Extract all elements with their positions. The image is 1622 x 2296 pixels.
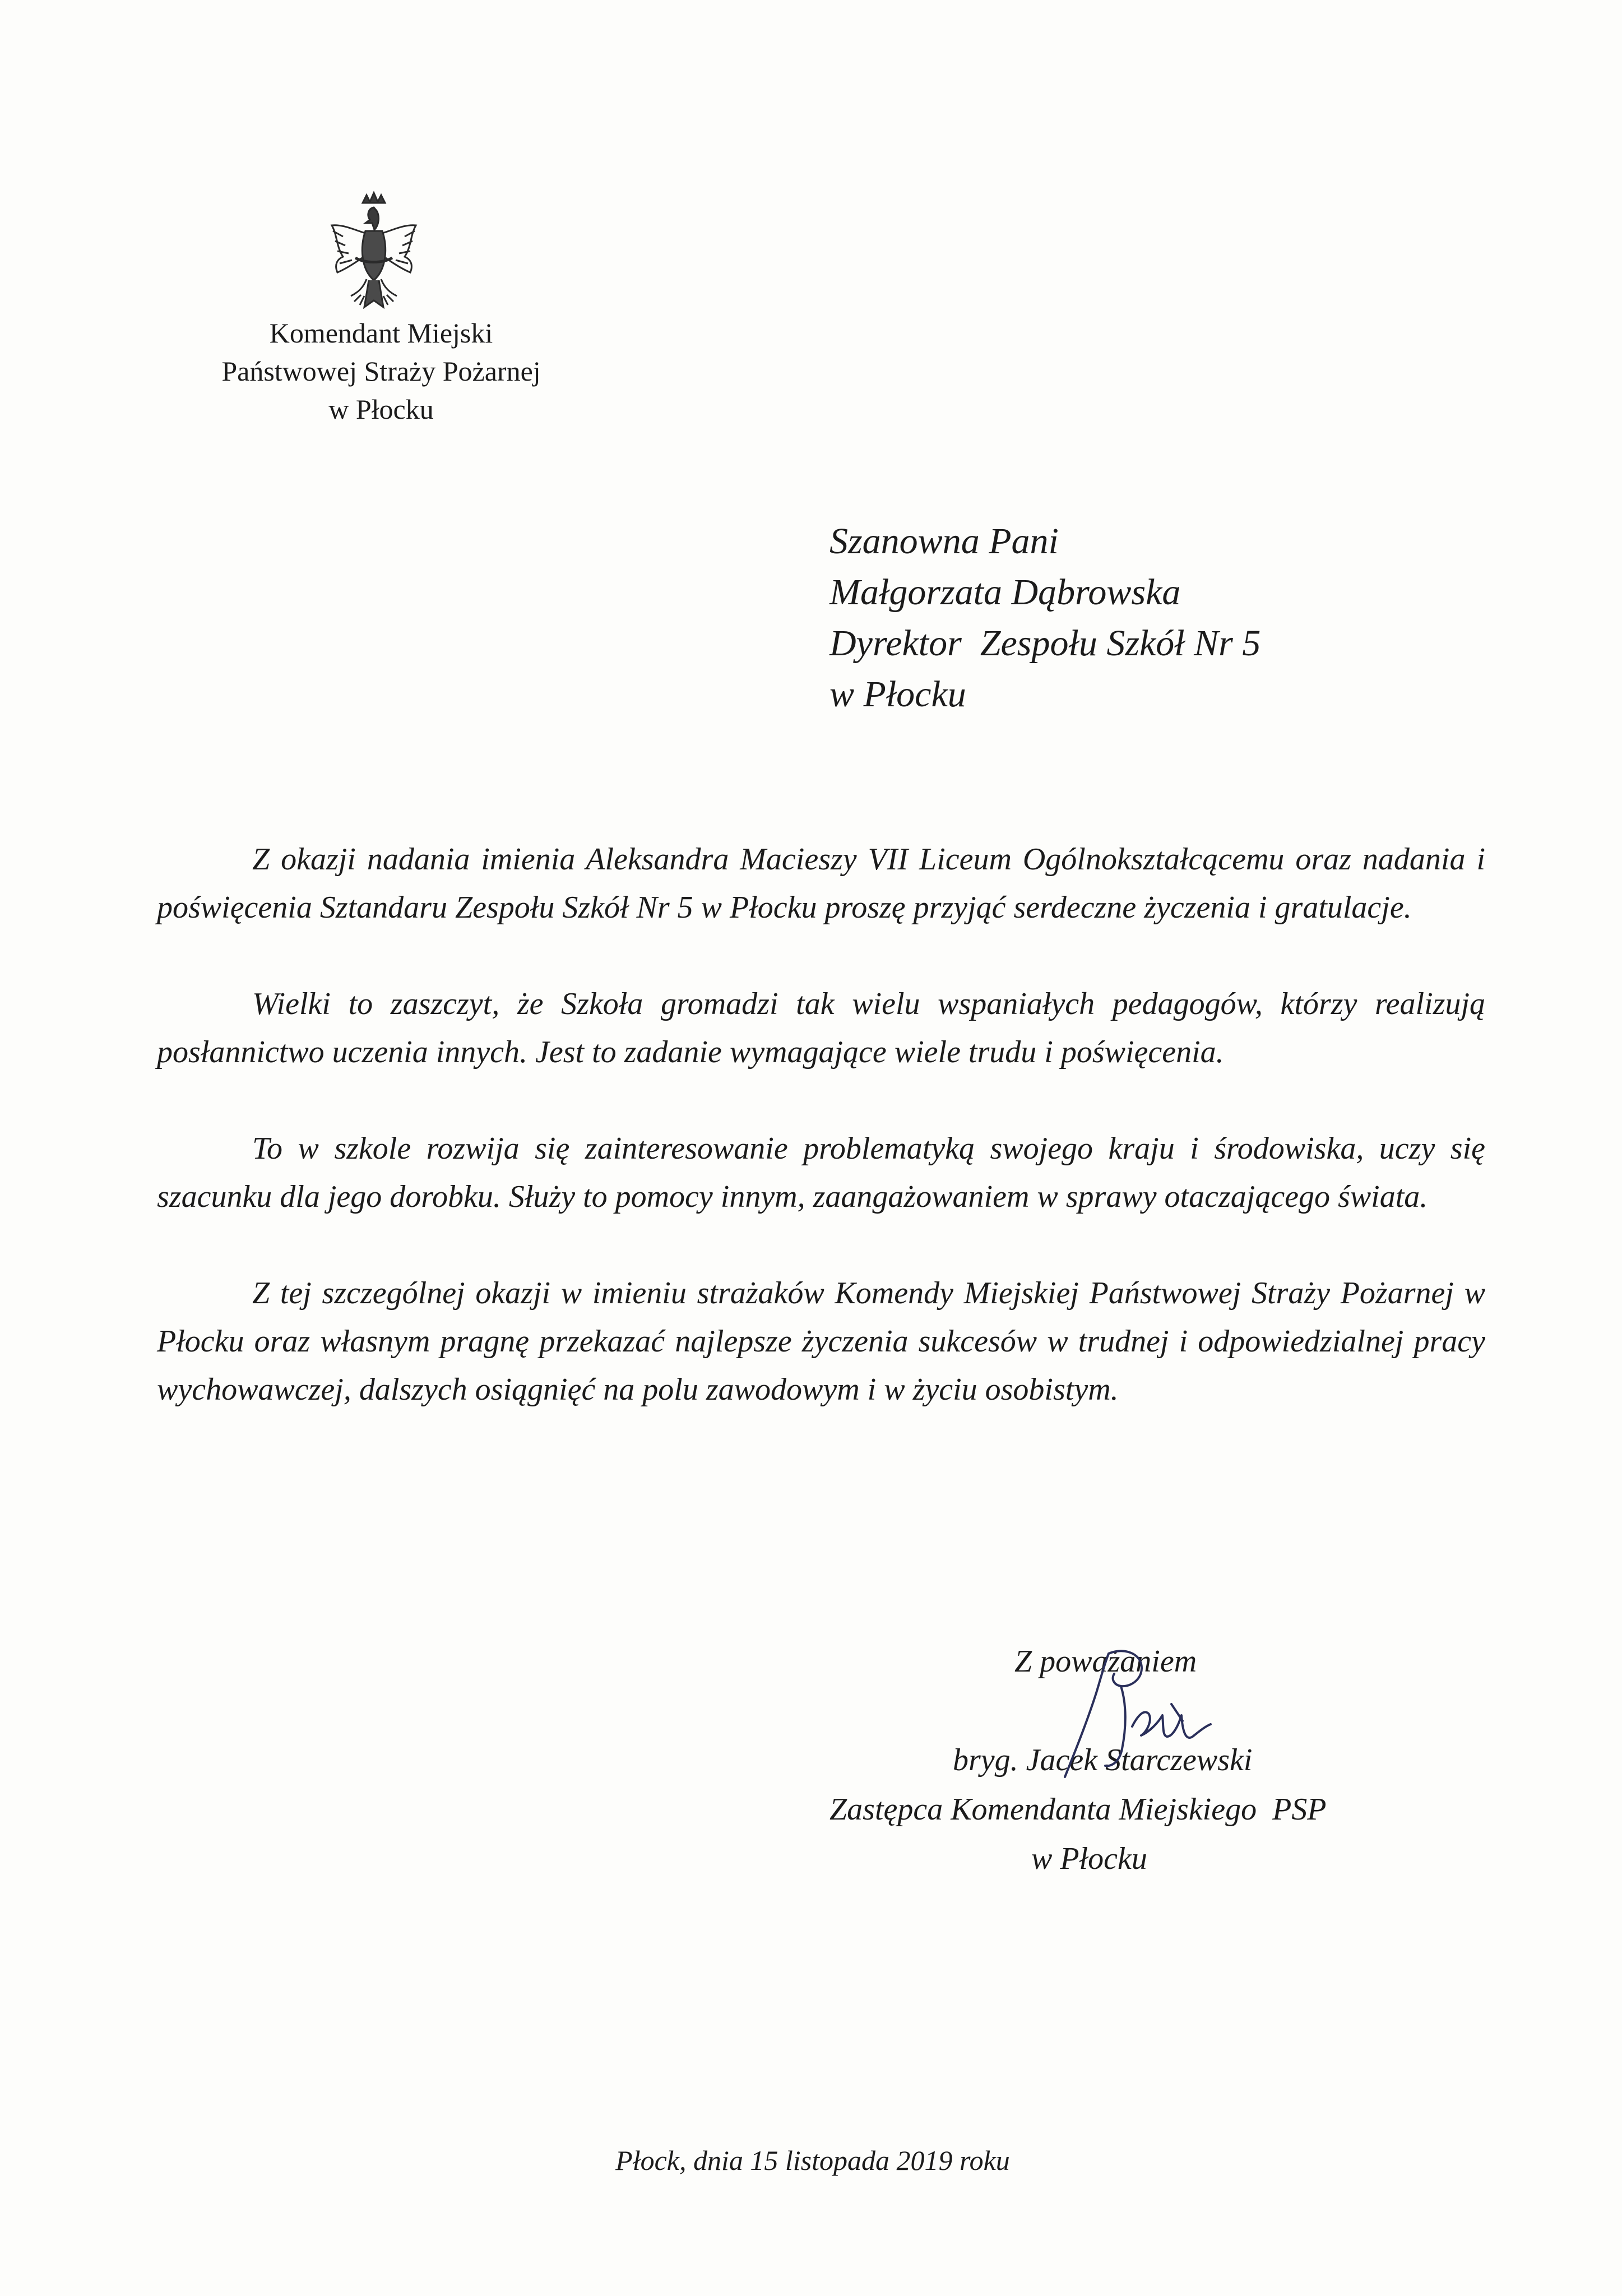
addressee-line: Małgorzata Dąbrowska [829, 572, 1181, 613]
signer-position: Zastępca Komendanta Miejskiego PSP [829, 1792, 1327, 1827]
addressee-line: Szanowna Pani [829, 521, 1059, 562]
addressee-block [829, 516, 1502, 720]
body-paragraph: To w szkole rozwija się zainteresowanie problematyką swojego kraju i środowiska, uczy się szacunku dla jego dorobku. Służy to pomocy innym, zaangażowaniem w sprawy otaczającego świata. [157, 1131, 1485, 1214]
sender-line: Państwowej Straży Pożarnej [221, 355, 541, 387]
addressee-line: Dyrektor Zespołu Szkół Nr 5 [829, 623, 1261, 664]
sender-block [157, 314, 605, 428]
sender-line: w Płocku [328, 394, 434, 425]
letter-body [157, 835, 1485, 1462]
place-and-date: Płock, dnia 15 listopada 2019 roku [615, 2145, 1010, 2176]
body-paragraph: Z tej szczególnej okazji w imieniu strażaków Komendy Miejskiej Państwowej Straży Pożarnej w Płocku oraz własnym pragnę przekazać najlepsze życzenia sukcesów w trudnej i odpowiedzialnej pracy wychowawczej, dalszych osiągnięć na polu zawodowym i w życiu osobistym. [157, 1276, 1485, 1407]
signer-name: bryg. Jacek Starczewski [953, 1743, 1253, 1777]
signer-city: w Płocku [1031, 1841, 1147, 1876]
sender-line: Komendant Miejski [269, 317, 493, 349]
white-eagle-emblem-icon [321, 191, 427, 320]
closing-salutation: Z poważaniem [1014, 1644, 1197, 1679]
addressee-line: w Płocku [829, 674, 966, 715]
handwritten-signature-icon [1042, 1642, 1233, 1783]
body-paragraph: Wielki to zaszczyt, że Szkoła gromadzi tak wielu wspaniałych pedagogów, którzy realizują posłannictwo uczenia innych. Jest to zadanie wymagające wiele trudu i poświęcenia. [157, 987, 1485, 1070]
body-paragraph: Z okazji nadania imienia Aleksandra Macieszy VII Liceum Ogólnokształcącemu oraz nadania i poświęcenia Sztandaru Zespołu Szkół Nr 5 w Płocku proszę przyjąć serdeczne życzenia i gratulacje. [157, 842, 1485, 925]
